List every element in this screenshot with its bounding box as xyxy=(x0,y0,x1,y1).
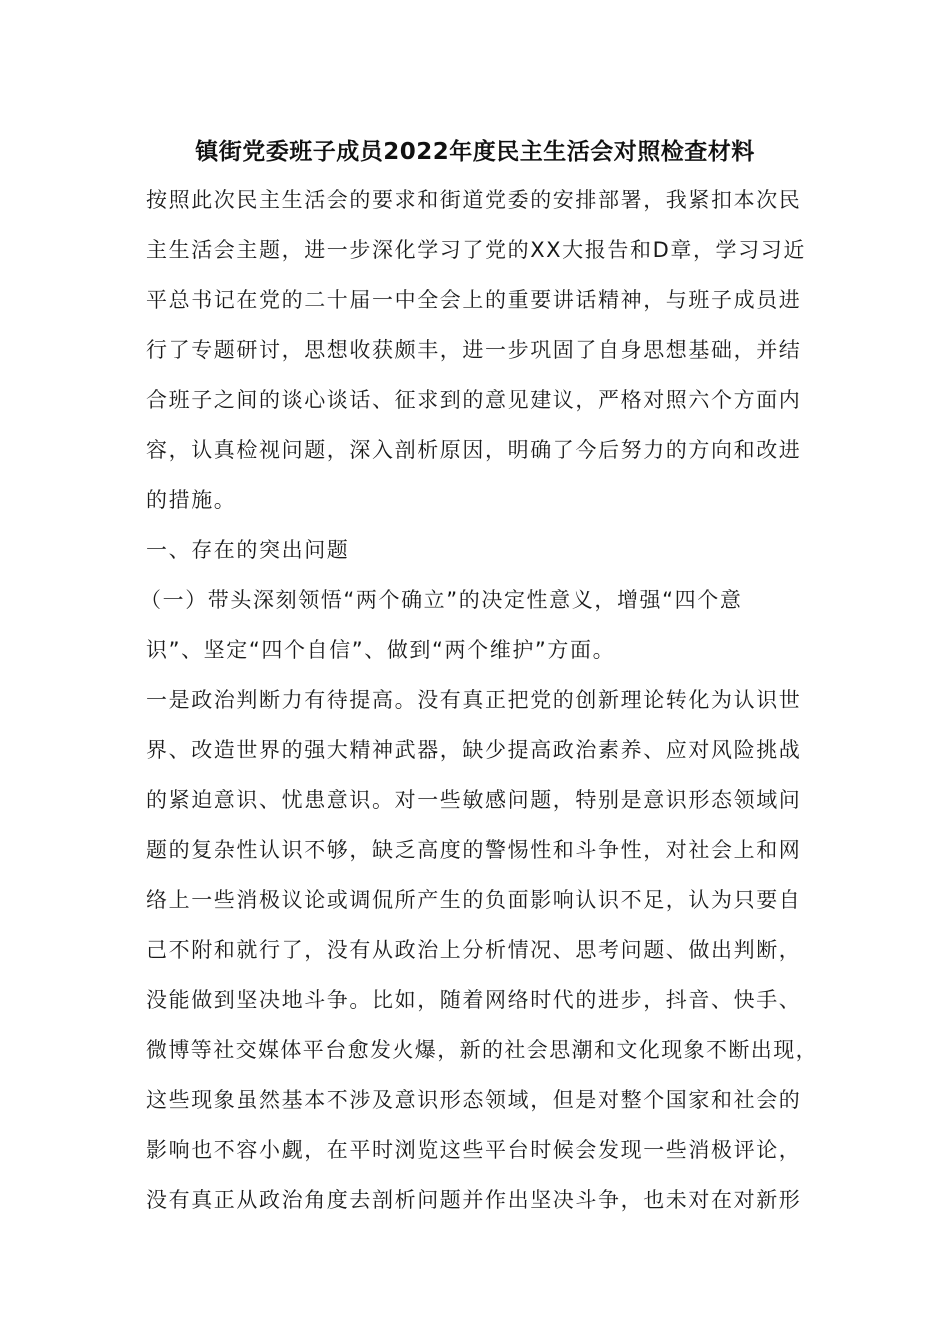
body-line: 行了专题研讨，思想收获颇丰，进一步巩固了自身思想基础，并结 xyxy=(146,338,802,362)
body-line: 容，认真检视问题，深入剖析原因，明确了今后努力的方向和改进 xyxy=(146,438,802,462)
body-line: 己不附和就行了，没有从政治上分析情况、思考问题、做出判断， xyxy=(146,938,802,962)
document-title: 镇街党委班子成员2022年度民主生活会对照检查材料 xyxy=(195,139,755,165)
body-line: 影响也不容小觑，在平时浏览这些平台时候会发现一些消极评论， xyxy=(146,1138,802,1162)
body-line: 按照此次民主生活会的要求和街道党委的安排部署，我紧扣本次民 xyxy=(146,188,802,212)
body-line: 合班子之间的谈心谈话、征求到的意见建议，严格对照六个方面内 xyxy=(146,388,802,412)
body-line: 主生活会主题，进一步深化学习了党的XX大报告和D章，学习习近 xyxy=(146,238,806,262)
body-line: 没能做到坚决地斗争。比如，随着网络时代的进步，抖音、快手、 xyxy=(146,988,802,1012)
body-line: 络上一些消极议论或调侃所产生的负面影响认识不足，认为只要自 xyxy=(146,888,802,912)
body-line: 这些现象虽然基本不涉及意识形态领域，但是对整个国家和社会的 xyxy=(146,1088,802,1112)
body-line: 平总书记在党的二十届一中全会上的重要讲话精神，与班子成员进 xyxy=(146,288,802,312)
body-line: 的措施。 xyxy=(146,488,237,512)
body-line: 的紧迫意识、忧患意识。对一些敏感问题，特别是意识形态领域问 xyxy=(146,788,802,812)
body-line: 微博等社交媒体平台愈发火爆，新的社会思潮和文化现象不断出现， xyxy=(146,1038,818,1062)
subsection-heading: 识”、坚定“四个自信”、做到“两个维护”方面。 xyxy=(146,638,616,662)
body-line: 题的复杂性认识不够，缺乏高度的警惕性和斗争性，对社会上和网 xyxy=(146,838,802,862)
body-line: 界、改造世界的强大精神武器，缺少提高政治素养、应对风险挑战 xyxy=(146,738,802,762)
section-heading: 一、存在的突出问题 xyxy=(146,538,350,562)
subsection-heading: （一）带头深刻领悟“两个确立”的决定性意义，增强“四个意 xyxy=(140,588,743,612)
body-line: 一是政治判断力有待提高。没有真正把党的创新理论转化为认识世 xyxy=(146,688,802,712)
body-line: 没有真正从政治角度去剖析问题并作出坚决斗争，也未对在对新形 xyxy=(146,1188,802,1212)
